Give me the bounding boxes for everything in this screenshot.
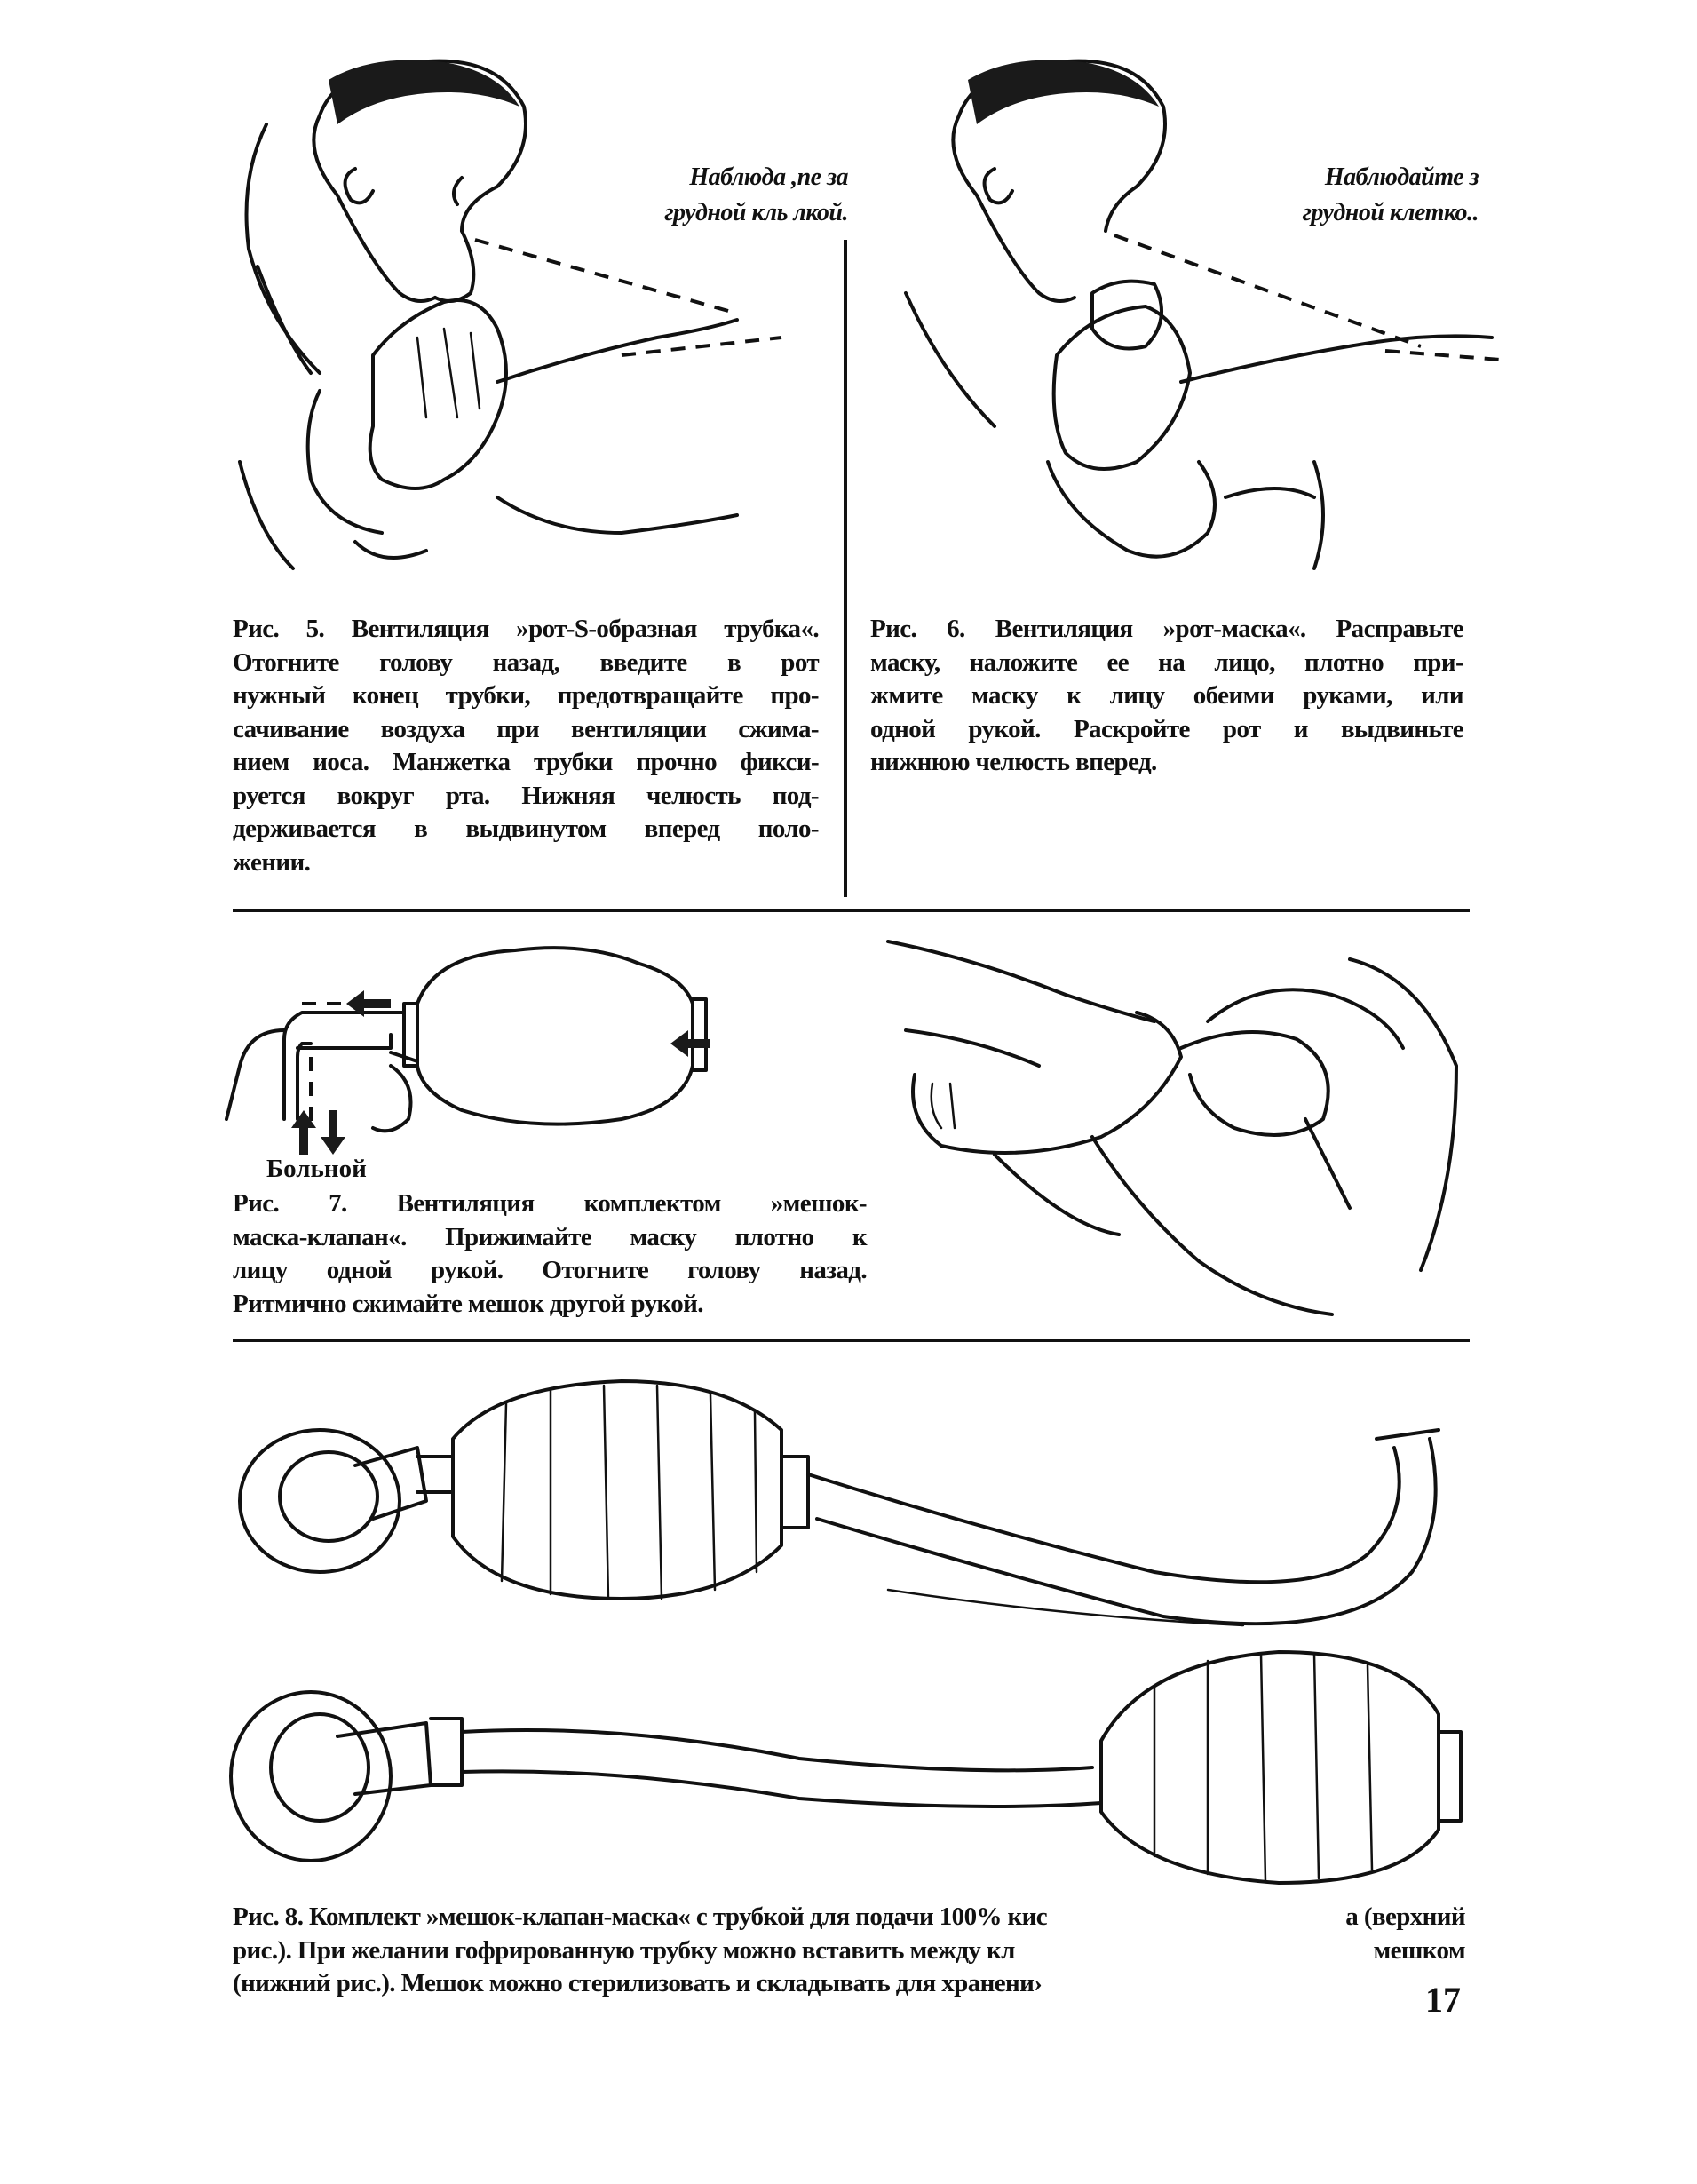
caption-line: Ритмично сжимайте мешок другой рукой. (233, 1289, 703, 1318)
fig8-caption (233, 1901, 1236, 2001)
caption-line: (нижний рис.). Мешок можно стерилизовать и складывать для хранени› (233, 1969, 1043, 1997)
annotation-line: Наблюда ,пе за (689, 163, 848, 191)
caption-line: сачивание воздуха при вентиляции сжима- (233, 714, 819, 743)
caption-line: а (верхний (1345, 1902, 1465, 1931)
fig8-bag (1101, 1652, 1439, 1883)
caption-line: руется вокруг рта. Нижняя челюсть под- (233, 781, 819, 810)
caption-line: нужный конец трубки, предотвращайте про- (233, 681, 819, 710)
caption-line: Рис. 7. Вентиляция комплектом »мешок- (233, 1189, 867, 1218)
caption-line: Рис. 5. Вентиляция »рот-S-образная трубка«. (233, 615, 819, 643)
annotation-line: грудной кль лкой. (664, 199, 848, 226)
page-number: 17 (1425, 1980, 1461, 2020)
caption-line: нием иоса. Манжетка трубки прочно фикси- (233, 748, 819, 776)
fig8-tube (462, 1730, 1101, 1807)
caption-line: держивается в выдвинутом вперед поло- (233, 814, 819, 843)
caption-line: нижнюю челюсть вперед. (870, 748, 1157, 776)
annotation-line: грудной клетко.. (1302, 199, 1479, 226)
caption-line: лицу одной рукой. Отогните голову назад. (233, 1256, 867, 1284)
caption-line: Рис. 8. Комплект »мешок-клапан-маска« с трубкой для подачи 100% кис (233, 1902, 1048, 1931)
caption-line: жмите маску к лицу обеими руками, или (870, 681, 1463, 710)
caption-line: Отогните голову назад, введите в рот (233, 647, 819, 677)
caption-line: маска-клапан«. Прижимайте маску плотно к (233, 1222, 867, 1251)
caption-line: мешком (1373, 1935, 1465, 1965)
caption-line: рис.). При желании гофрированную трубку можно вставить между кл (233, 1935, 1015, 1965)
caption-line: Рис. 6. Вентиляция »рот-маска«. Расправьте (870, 615, 1463, 643)
caption-line: одной рукой. Раскройте рот и выдвиньте (870, 714, 1463, 743)
annotation-line: Наблюдайте з (1324, 163, 1479, 191)
caption-line: маску, наложите ее на лицо, плотно при- (870, 647, 1463, 677)
fig8-caption-right (1314, 1901, 1465, 1967)
fig7-patient-label: Больной (266, 1155, 367, 1183)
caption-line: жении. (233, 847, 311, 877)
